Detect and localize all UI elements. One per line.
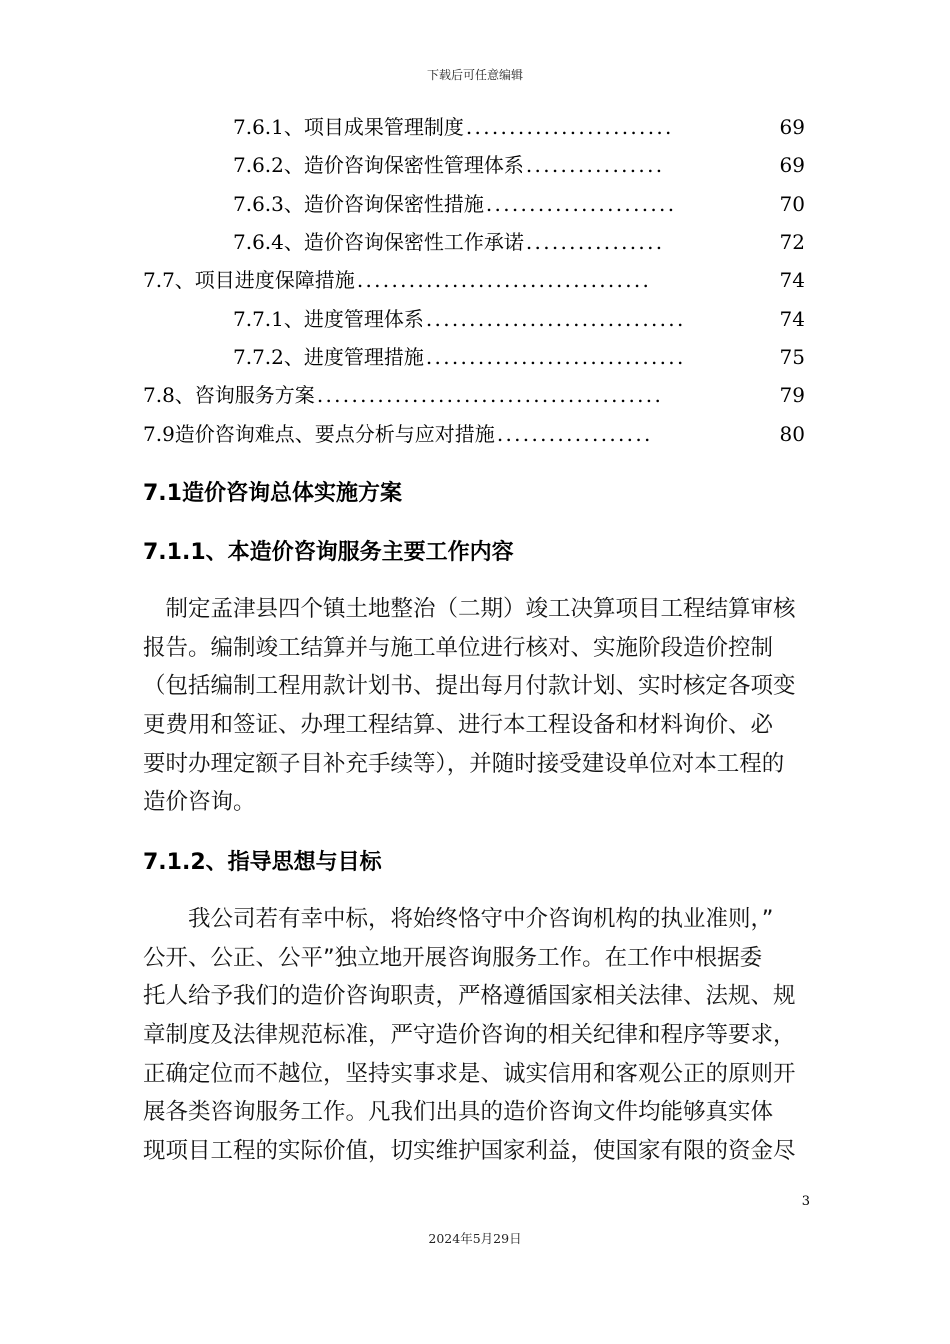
toc-entry [233,150,805,180]
section-heading-7-1-2: 7.1.2、指导思想与目标 [143,850,382,875]
toc-entry-label: 7.8、咨询服务方案 [143,383,315,407]
page-number: 3 [801,1194,810,1209]
paragraph-line: 展各类咨询服务工作。凡我们出具的造价咨询文件均能够真实体 [143,1099,774,1126]
paragraph-line: 制定孟津县四个镇土地整治（二期）竣工决算项目工程结算审核 [143,596,796,622]
toc-entry [233,112,805,142]
section-heading-7-1-1: 7.1.1、本造价咨询服务主要工作内容 [143,540,514,565]
toc-entry-page: 74 [779,268,805,292]
toc-entry [233,342,805,372]
toc-leader-dots: ................ [525,230,665,254]
toc-entry-page: 79 [779,383,805,407]
paragraph-line: 章制度及法律规范标准，严守造价咨询的相关纪律和程序等要求， [143,1022,796,1049]
toc-entry-label: 7.7.1、进度管理体系 [233,307,424,331]
paragraph-line: 正确定位而不越位，坚持实事求是、诚实信用和客观公正的原则开 [143,1060,796,1087]
toc-entry [233,227,805,257]
toc-entry-page: 75 [779,345,805,369]
paragraph-line: （包括编制工程用款计划书、提出每月付款计划、实时核定各项变 [143,673,796,700]
toc-entry [143,265,805,295]
toc-entry [233,304,805,334]
toc-entry-label: 7.6.2、造价咨询保密性管理体系 [233,153,524,177]
toc-entry-page: 69 [779,153,805,177]
toc-entry-page: 74 [779,307,805,331]
toc-entry-label: 7.6.3、造价咨询保密性措施 [233,192,484,216]
body-paragraph-work-content [143,590,807,822]
paragraph-line: 我公司若有幸中标，将始终恪守中介咨询机构的执业准则，” [143,906,774,932]
body-paragraph-guiding-ideas [143,900,807,1171]
paragraph-line: 造价咨询。 [143,789,256,816]
toc-leader-dots: ........................ [465,115,674,139]
toc-entry-page: 70 [779,192,805,216]
toc-entry-label: 7.7、项目进度保障措施 [143,268,355,292]
toc-entry-page: 80 [779,422,805,446]
toc-leader-dots: ................ [525,153,665,177]
page-header: 下载后可任意编辑 [426,68,523,82]
toc-entry [143,419,805,449]
paragraph-line: 要时办理定额子目补充手续等），并随时接受建设单位对本工程的 [143,750,785,777]
section-heading-7-1: 7.1造价咨询总体实施方案 [143,481,402,506]
page-footer-date: 2024年5月29日 [428,1231,522,1246]
paragraph-line: 更费用和签证、办理工程结算、进行本工程设备和材料询价、必 [143,712,774,739]
toc-entry-label: 7.6.1、项目成果管理制度 [233,115,464,139]
paragraph-line: 报告。编制竣工结算并与施工单位进行核对、实施阶段造价控制 [143,634,774,661]
toc-leader-dots: .................. [496,422,653,446]
toc-entry-page: 69 [779,115,805,139]
toc-entry-page: 72 [779,230,805,254]
paragraph-line: 公开、公正、公平”独立地开展咨询服务工作。在工作中根据委 [143,944,763,971]
toc-entry [143,380,805,410]
toc-leader-dots: .............................. [425,307,686,331]
toc-leader-dots: ........................................ [316,383,664,407]
toc-entry-label: 7.7.2、进度管理措施 [233,345,424,369]
toc-leader-dots: .................................. [356,268,652,292]
toc-leader-dots: ...................... [485,192,677,216]
paragraph-line: 托人给予我们的造价咨询职责，严格遵循国家相关法律、法规、规 [143,983,796,1010]
paragraph-line: 现项目工程的实际价值，切实维护国家利益，使国家有限的资金尽 [143,1138,796,1165]
toc-entry [233,189,805,219]
toc-entry-label: 7.9造价咨询难点、要点分析与应对措施 [143,422,495,446]
toc-leader-dots: .............................. [425,345,686,369]
toc-entry-label: 7.6.4、造价咨询保密性工作承诺 [233,230,524,254]
